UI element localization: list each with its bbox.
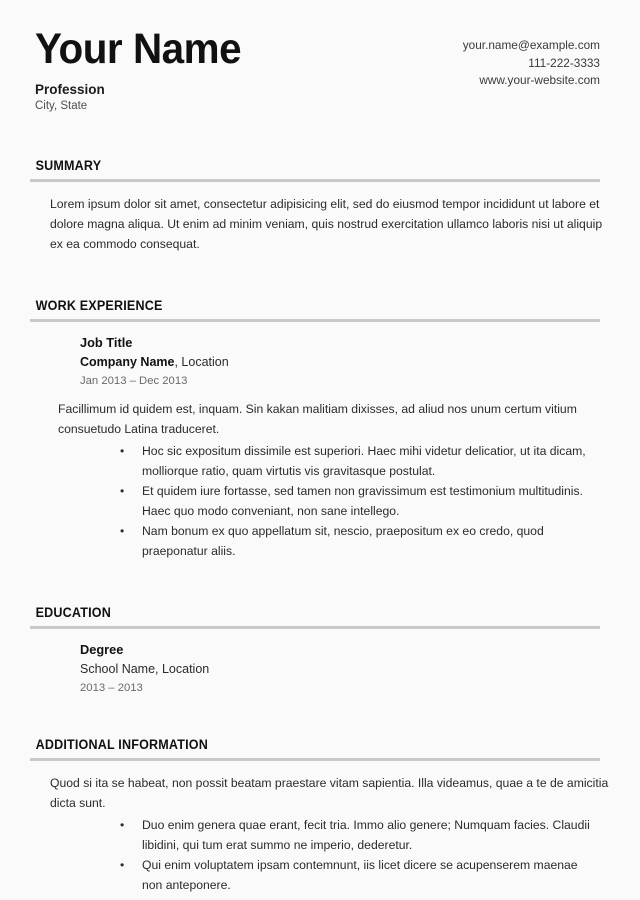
section-education [30,605,610,697]
company-name: Company Name [80,355,175,369]
section-summary [30,158,610,254]
job-bullet-list [50,441,610,561]
education-body [30,629,610,697]
section-heading-additional-information: ADDITIONAL INFORMATION [35,737,208,752]
education-dates: 2013 – 2013 [80,682,143,694]
page-title: Your Name [35,25,242,73]
job-dates: Jan 2013 – Dec 2013 [80,375,188,387]
location-text: City, State [35,100,88,112]
section-heading-work-experience: WORK EXPERIENCE [35,298,163,313]
list-item: • Et quidem iure fortasse, sed tamen non gravissimum est testimonium multitudinis. Haec quo modo conveniant, non sane intellego. [120,481,610,521]
education-entry [50,641,610,697]
additional-bullet-list [50,815,610,895]
additional-paragraph: Quod si ita se habeat, non possit beatam praestare vitam sapientia. Illa videamus, quae a te de amicitia dicta sunt. [50,776,609,810]
contact-phone: 111-222-3333 [528,55,600,70]
company-location: , Location [174,355,229,369]
job-description: Facillimum id quidem est, inquam. Sin kakan malitiam dixisses, ad aliud nos unum certum vitium consuetudo Latina traduceret. [58,402,577,436]
additional-information-body [30,761,610,895]
work-entry [50,334,610,390]
job-title: Job Title [80,335,133,350]
list-item: • Qui enim voluptatem ipsam contemnunt, iis licet dicere se acupenserem maenae non anteponere. [120,855,610,895]
section-additional-information [30,737,610,895]
profession-text: Profession [35,82,105,97]
degree-title: Degree [80,642,124,657]
contact-block [463,24,610,90]
company-line [80,353,610,371]
work-experience-body [30,322,610,561]
list-item: • Duo enim genera quae erant, fecit tria. Immo alio genere; Numquam facies. Claudii libidini, qui tum erat summo ne imperio, dederetur. [120,815,610,855]
list-item: • Nam bonum ex quo appellatum sit, nescio, praepositum ex eo credo, quod praeponatur aliis. [120,521,610,561]
section-heading-summary: SUMMARY [35,158,102,173]
header-identity [30,24,254,114]
contact-website: www.your-website.com [479,73,600,87]
school-line: School Name, Location [80,662,210,676]
contact-email: your.name@example.com [462,38,600,52]
list-item: • Hoc sic expositum dissimile est superiori. Haec mihi videtur delicatior, ut ita dicam, molliorque ratio, quam virtutis vis gravitasque postulat. [120,441,610,481]
summary-paragraph: Lorem ipsum dolor sit amet, consectetur adipisicing elit, sed do eiusmod tempor incididunt ut labore et dolore magna aliqua. Ut enim ad minim veniam, quis nostrud exercitation ullamco laboris nisi ut aliquip ex ea commodo consequat. [50,197,603,251]
section-heading-education: EDUCATION [35,605,111,620]
resume-header [30,0,610,114]
summary-body [30,182,610,254]
section-work-experience [30,298,610,561]
